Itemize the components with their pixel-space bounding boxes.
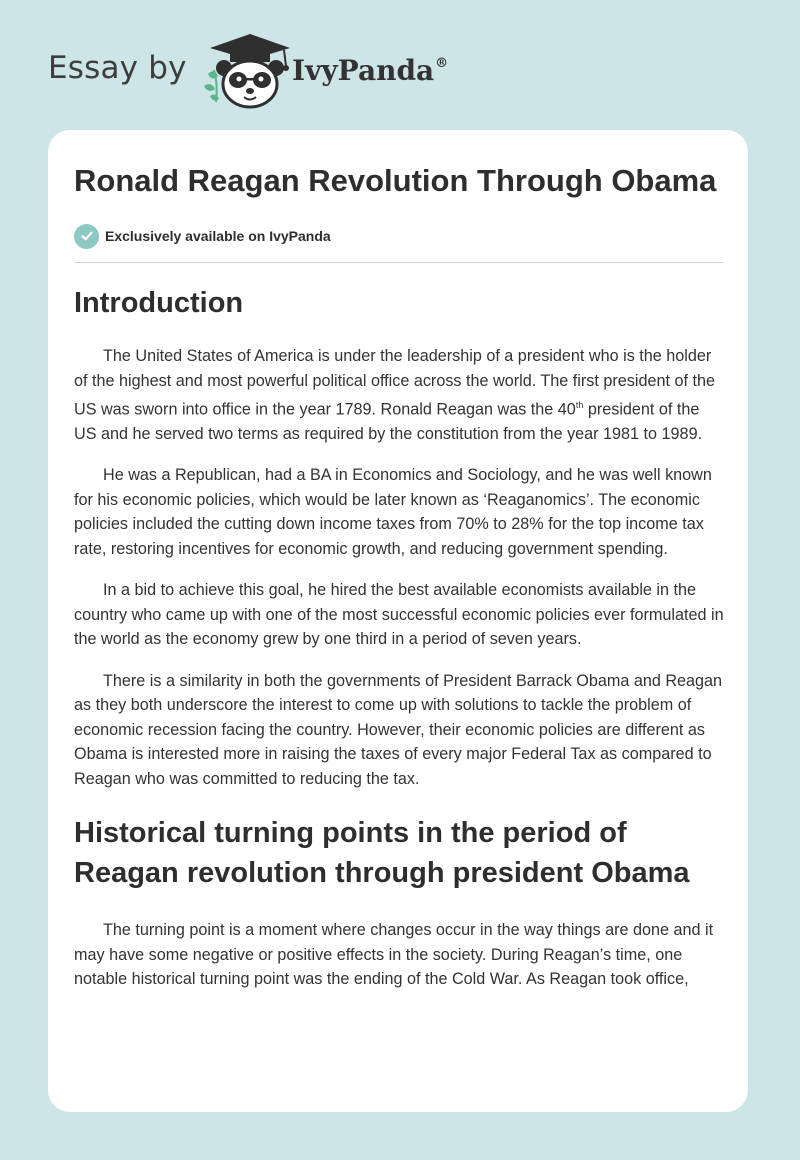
ordinal-suffix: th [575,400,584,410]
exclusive-badge [74,223,724,249]
paragraph: In a bid to achieve this goal, he hired the best available economists available in the country who came up with one of the most successful economic policies ever formulated in the world as the economy grew by one third in a period of seven years. [74,581,724,649]
essay-content [74,160,724,992]
divider [74,262,723,263]
registered-mark: ® [435,56,449,71]
paragraph-text: president of the US and he served two terms as required by the constitution from the year 1981 to 1989. [74,400,703,443]
essay-card [48,130,748,1112]
paragraph: He was a Republican, had a BA in Economics and Sociology, and he was well known for his economic policies, which would be later known as ‘Reaganomics’. The economic policies included the cutting down income taxes from 70% to 28% for the top income tax rate, restoring incentives for economic growth, and reducing government spending. [74,466,712,558]
essay-by-label: Essay by [48,50,187,86]
panda-graduate-logo-icon[interactable] [200,30,296,110]
site-header [48,30,468,110]
section-heading-historical-turning-points: Historical turning points in the period of Reagan revolution through president Obama [74,817,690,890]
essay-title: Ronald Reagan Revolution Through Obama [74,163,717,198]
paragraph: The turning point is a moment where changes occur in the way things are done and it may have some negative or positive effects in the society. During Reagan’s time, one notable historical turning point was the ending of the Cold War. As Reagan took office, [74,921,714,989]
section-heading-introduction: Introduction [74,287,244,319]
brand-text: IvyPanda [292,54,435,87]
paragraph [74,344,724,446]
exclusive-label: Exclusively available on IvyPanda [105,228,331,244]
check-circle-icon [74,224,99,249]
paragraph-text: The United States of America is under the leadership of a president who is the holder of the highest and most powerful political office across the world. The first president of the US was sworn into office in the year 1789. Ronald Reagan was the 40 [74,347,715,419]
brand-name[interactable] [292,54,448,87]
paragraph: There is a similarity in both the governments of President Barrack Obama and Reagan as they both underscore the interest to come up with solutions to tackle the problem of economic recession facing the country. However, their economic policies are different as Obama is interested more in raising the taxes of every major Federal Tax as compared to Reagan who was committed to reducing the tax. [74,671,723,788]
